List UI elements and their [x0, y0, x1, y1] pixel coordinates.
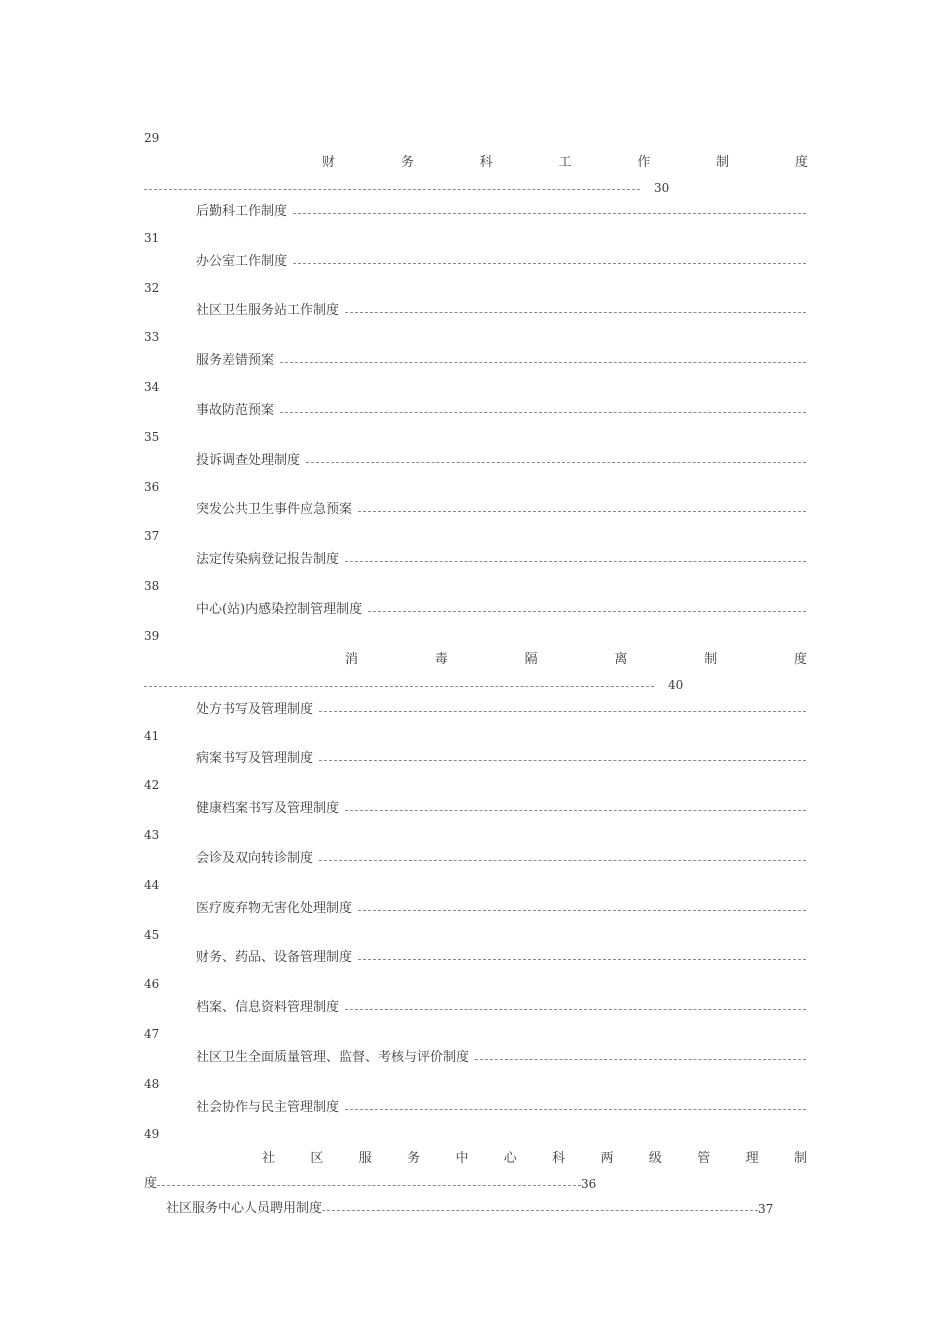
toc-entry[interactable] — [196, 801, 806, 817]
toc-entry-title: 办公室工作制度 — [196, 254, 288, 269]
toc-page-number: 47 — [144, 1027, 160, 1041]
dot-leader — [306, 462, 806, 463]
toc-entry[interactable] — [196, 403, 806, 419]
dot-leader — [345, 561, 806, 562]
toc-page-number: 32 — [144, 281, 160, 295]
toc-entry-title: 会诊及双向转诊制度 — [196, 851, 314, 866]
toc-char: 制 — [704, 652, 718, 667]
toc-char: 区 — [310, 1151, 324, 1166]
toc-page-number: 43 — [144, 828, 160, 842]
toc-char: 级 — [648, 1151, 662, 1166]
toc-char: 务 — [407, 1151, 421, 1166]
toc-entry[interactable] — [196, 702, 806, 718]
toc-page-number: 34 — [144, 380, 160, 394]
toc-entry[interactable] — [196, 950, 806, 966]
toc-char: 度 — [793, 652, 807, 667]
toc-char: 制 — [716, 155, 730, 170]
toc-page-number: 35 — [144, 430, 160, 444]
toc-char: 服 — [358, 1151, 372, 1166]
toc-entry[interactable] — [196, 254, 806, 270]
toc-leader-row — [144, 677, 683, 693]
dot-leader — [157, 1185, 581, 1186]
dot-leader — [280, 412, 806, 413]
toc-entry-title: 后勤科工作制度 — [196, 204, 288, 219]
toc-entry[interactable] — [166, 1201, 773, 1217]
dot-leader — [144, 189, 640, 190]
toc-page-number: 31 — [144, 231, 160, 245]
toc-entry-title: 中心(站)内感染控制管理制度 — [196, 602, 363, 617]
toc-page-number: 37 — [758, 1202, 774, 1216]
dot-leader — [368, 611, 806, 612]
toc-char: 社 — [262, 1151, 276, 1166]
toc-leader-row — [144, 180, 669, 196]
toc-entry[interactable] — [196, 552, 806, 568]
toc-page-number: 36 — [144, 480, 160, 494]
dot-leader — [345, 1109, 806, 1110]
toc-char: 科 — [552, 1151, 566, 1166]
dot-leader — [319, 711, 806, 712]
toc-entry-title: 社区服务中心人员聘用制度 — [166, 1201, 323, 1216]
toc-page-number: 42 — [144, 778, 160, 792]
toc-char: 作 — [637, 155, 651, 170]
dot-leader — [144, 686, 654, 687]
toc-char: 消 — [345, 652, 359, 667]
toc-entry[interactable] — [196, 1050, 806, 1066]
toc-entry[interactable] — [196, 353, 806, 369]
toc-entry[interactable] — [196, 1100, 806, 1116]
toc-char: 中 — [455, 1151, 469, 1166]
toc-entry-title: 健康档案书写及管理制度 — [196, 801, 340, 816]
dot-leader — [319, 860, 806, 861]
toc-page-number: 46 — [144, 977, 160, 991]
toc-page-number: 44 — [144, 878, 160, 892]
toc-page-number: 29 — [144, 131, 160, 145]
toc-char: 理 — [745, 1151, 759, 1166]
toc-page-number: 30 — [654, 181, 670, 195]
toc-entry[interactable] — [196, 303, 806, 319]
toc-char: 度 — [144, 1176, 158, 1191]
toc-entry-title: 档案、信息资料管理制度 — [196, 1000, 340, 1015]
toc-entry-title: 社会协作与民主管理制度 — [196, 1100, 340, 1115]
toc-entry-title: 社区卫生服务站工作制度 — [196, 303, 340, 318]
toc-char: 离 — [614, 652, 628, 667]
dot-leader — [322, 1210, 758, 1211]
toc-spaced-title — [345, 652, 807, 668]
toc-entry-title: 处方书写及管理制度 — [196, 702, 314, 717]
dot-leader — [293, 213, 806, 214]
dot-leader — [475, 1059, 806, 1060]
toc-entry[interactable] — [196, 751, 806, 767]
toc-entry[interactable] — [196, 1000, 806, 1016]
dot-leader — [345, 1009, 806, 1010]
toc-entry[interactable] — [196, 602, 806, 618]
toc-entry[interactable] — [196, 901, 806, 917]
toc-entry-title: 投诉调查处理制度 — [196, 453, 301, 468]
dot-leader — [345, 312, 806, 313]
dot-leader — [280, 362, 806, 363]
toc-entry-title: 病案书写及管理制度 — [196, 751, 314, 766]
toc-page-number: 36 — [581, 1177, 597, 1191]
toc-char: 务 — [400, 155, 414, 170]
toc-leader-row — [144, 1176, 596, 1192]
toc-spaced-title — [322, 155, 808, 171]
toc-entry-title: 突发公共卫生事件应急预案 — [196, 502, 353, 517]
toc-page-number: 45 — [144, 928, 160, 942]
toc-char: 科 — [479, 155, 493, 170]
toc-entry-title: 服务差错预案 — [196, 353, 275, 368]
toc-entry[interactable] — [196, 502, 806, 518]
toc-page-number: 48 — [144, 1077, 160, 1091]
toc-char: 毒 — [434, 652, 448, 667]
toc-page-number: 49 — [144, 1127, 160, 1141]
toc-char: 隔 — [524, 652, 538, 667]
toc-page-number: 39 — [144, 629, 160, 643]
toc-entry[interactable] — [196, 851, 806, 867]
toc-entry-title: 法定传染病登记报告制度 — [196, 552, 340, 567]
toc-entry-title: 社区卫生全面质量管理、监督、考核与评价制度 — [196, 1050, 470, 1065]
toc-spaced-title — [262, 1151, 807, 1167]
dot-leader — [293, 263, 806, 264]
toc-page-number: 38 — [144, 579, 160, 593]
dot-leader — [358, 511, 806, 512]
toc-char: 工 — [558, 155, 572, 170]
toc-char: 管 — [697, 1151, 711, 1166]
toc-char: 心 — [503, 1151, 517, 1166]
dot-leader — [358, 910, 806, 911]
toc-entry[interactable] — [196, 204, 806, 220]
toc-entry[interactable] — [196, 453, 806, 469]
toc-char: 财 — [322, 155, 336, 170]
dot-leader — [345, 810, 806, 811]
toc-char: 度 — [794, 155, 808, 170]
toc-page-number: 33 — [144, 330, 160, 344]
toc-page-number: 37 — [144, 529, 160, 543]
toc-page-number: 41 — [144, 729, 160, 743]
toc-page-number: 40 — [668, 678, 684, 692]
toc-char: 两 — [600, 1151, 614, 1166]
dot-leader — [358, 959, 806, 960]
toc-char: 制 — [793, 1151, 807, 1166]
toc-entry-title: 医疗废弃物无害化处理制度 — [196, 901, 353, 916]
toc-entry-title: 财务、药品、设备管理制度 — [196, 950, 353, 965]
dot-leader — [319, 760, 806, 761]
toc-entry-title: 事故防范预案 — [196, 403, 275, 418]
